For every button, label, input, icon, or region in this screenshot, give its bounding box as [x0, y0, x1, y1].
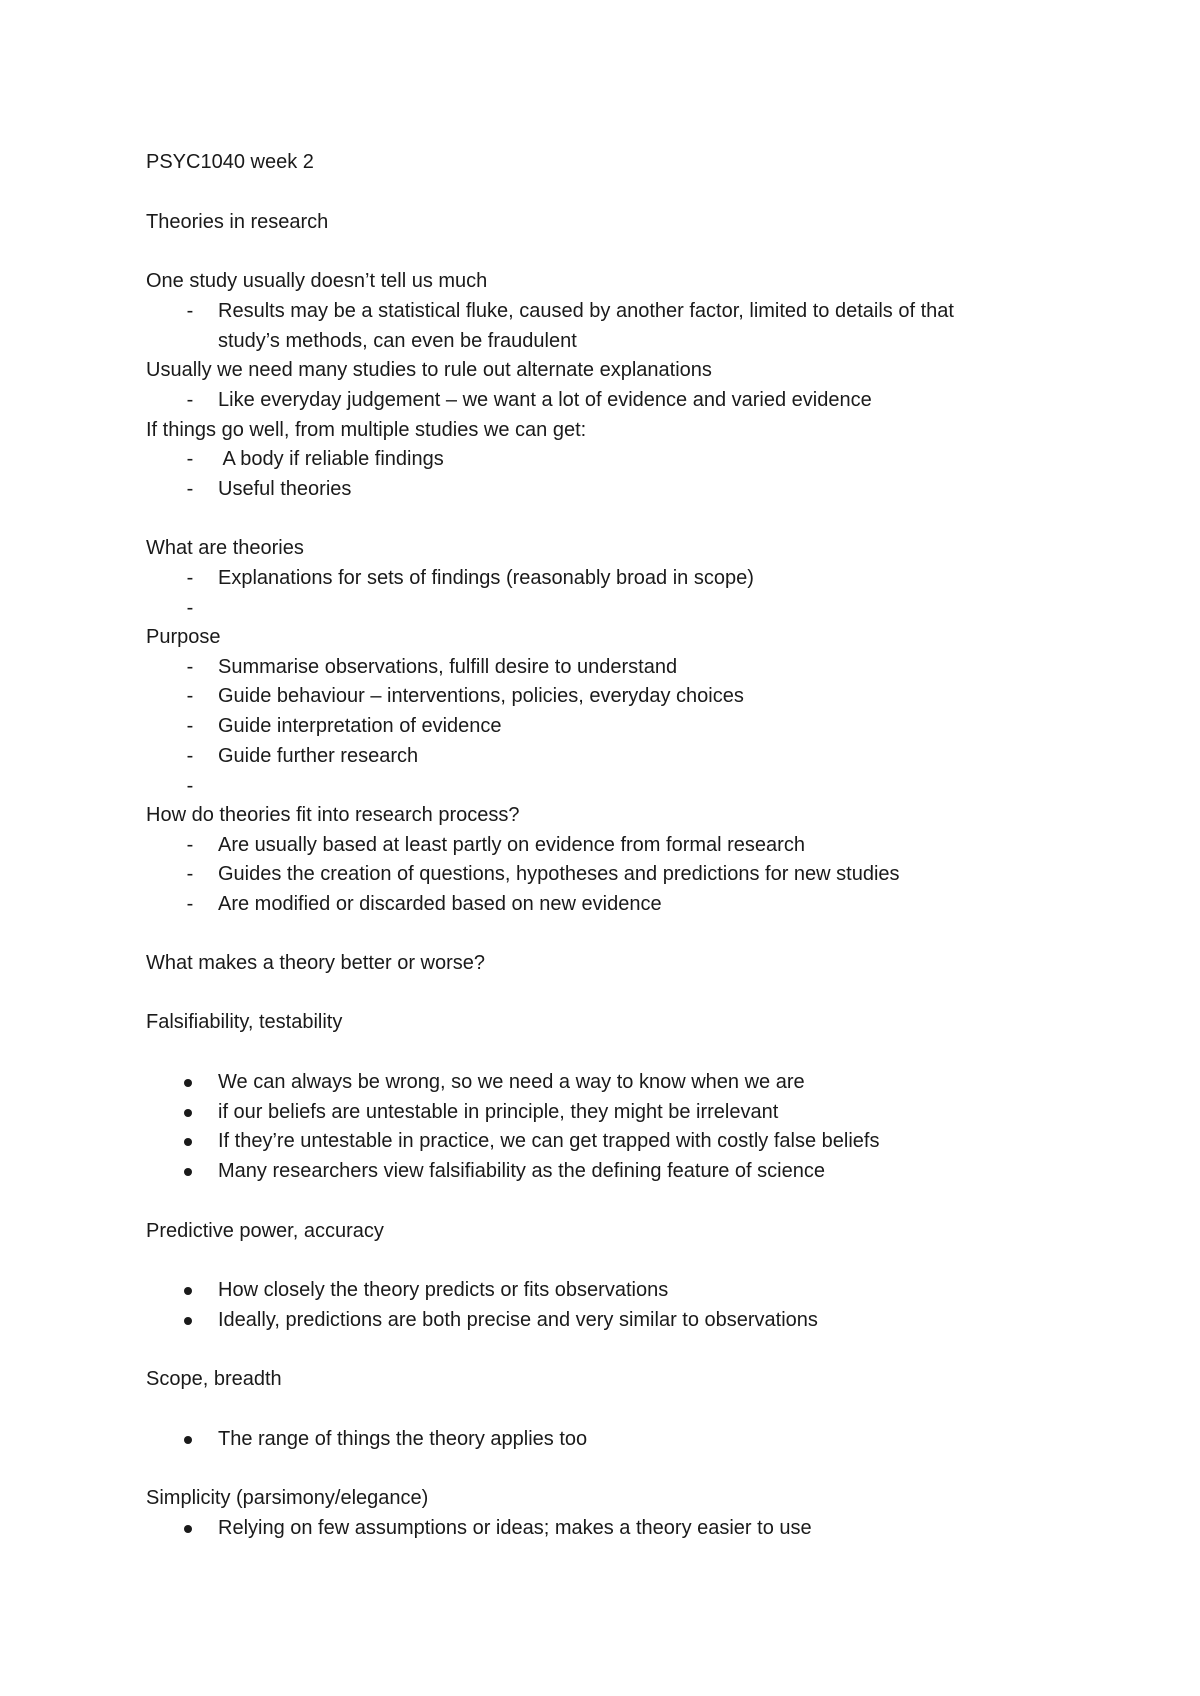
dash-list-item-continuation: study’s methods, can even be fraudulent	[218, 330, 577, 352]
dash-list-item: Guide behaviour – interventions, policies, everyday choices	[218, 685, 744, 707]
paragraph: Usually we need many studies to rule out alternate explanations	[146, 359, 712, 381]
bullet-list-item: Many researchers view falsifiability as the defining feature of science	[218, 1160, 825, 1182]
dash-marker: -	[186, 893, 194, 915]
dash-list-item: Explanations for sets of findings (reasonably broad in scope)	[218, 567, 754, 589]
paragraph: Simplicity (parsimony/elegance)	[146, 1487, 429, 1509]
dash-marker: -	[186, 715, 194, 737]
dash-marker: -	[186, 685, 194, 707]
bullet-icon	[184, 1525, 192, 1533]
paragraph: If things go well, from multiple studies we can get:	[146, 419, 587, 441]
bullet-list-item: The range of things the theory applies too	[218, 1428, 588, 1450]
paragraph: Predictive power, accuracy	[146, 1220, 384, 1242]
bullet-icon	[184, 1168, 192, 1176]
paragraph: What makes a theory better or worse?	[146, 952, 486, 974]
dash-marker: -	[186, 775, 194, 797]
bullet-list-item: How closely the theory predicts or fits observations	[218, 1279, 669, 1301]
bullet-icon	[184, 1138, 192, 1146]
dash-marker: -	[186, 478, 194, 500]
dash-list-item: Like everyday judgement – we want a lot of evidence and varied evidence	[218, 389, 872, 411]
dash-marker: -	[186, 300, 194, 322]
dash-marker: -	[186, 389, 194, 411]
dash-list-item: Guide further research	[218, 745, 419, 767]
paragraph: Theories in research	[146, 211, 329, 233]
bullet-list-item: if our beliefs are untestable in principle, they might be irrelevant	[218, 1101, 779, 1123]
bullet-icon	[184, 1079, 192, 1087]
dash-list-item: Are usually based at least partly on evidence from formal research	[218, 834, 805, 856]
document-title: PSYC1040 week 2	[146, 151, 314, 173]
bullet-icon	[184, 1436, 192, 1444]
paragraph: Purpose	[146, 626, 221, 648]
dash-list-item: Are modified or discarded based on new evidence	[218, 893, 662, 915]
bullet-icon	[184, 1287, 192, 1295]
dash-marker: -	[186, 448, 194, 470]
bullet-icon	[184, 1317, 192, 1325]
paragraph: Falsifiability, testability	[146, 1011, 343, 1033]
dash-marker: -	[186, 597, 194, 619]
bullet-list-item: Ideally, predictions are both precise and very similar to observations	[218, 1309, 818, 1331]
dash-marker: -	[186, 656, 194, 678]
paragraph: How do theories fit into research process?	[146, 804, 520, 826]
dash-list-item: Results may be a statistical fluke, caused by another factor, limited to details of that	[218, 300, 954, 322]
bullet-icon	[184, 1109, 192, 1117]
dash-list-item: Guide interpretation of evidence	[218, 715, 502, 737]
bullet-list-item: Relying on few assumptions or ideas; makes a theory easier to use	[218, 1517, 812, 1539]
dash-marker: -	[186, 745, 194, 767]
dash-marker: -	[186, 863, 194, 885]
dash-list-item: Guides the creation of questions, hypotheses and predictions for new studies	[218, 863, 900, 885]
dash-list-item: A body if reliable findings	[218, 448, 444, 470]
paragraph: One study usually doesn’t tell us much	[146, 270, 488, 292]
dash-list-item: Useful theories	[218, 478, 352, 500]
paragraph: Scope, breadth	[146, 1368, 282, 1390]
bullet-list-item: If they’re untestable in practice, we can get trapped with costly false beliefs	[218, 1130, 880, 1152]
paragraph: What are theories	[146, 537, 304, 559]
bullet-list-item: We can always be wrong, so we need a way to know when we are	[218, 1071, 805, 1093]
dash-marker: -	[186, 834, 194, 856]
dash-marker: -	[186, 567, 194, 589]
dash-list-item: Summarise observations, fulfill desire to understand	[218, 656, 678, 678]
